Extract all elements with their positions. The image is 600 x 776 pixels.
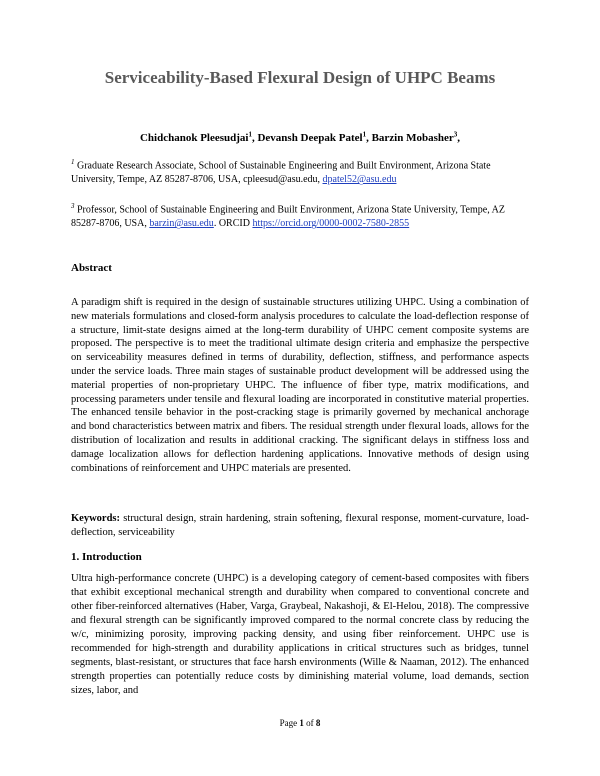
keywords-text: structural design, strain hardening, strain softening, flexural response, moment-curvature, load-deflection, serviceability: [71, 513, 529, 538]
email-link[interactable]: barzin@asu.edu: [149, 218, 214, 230]
abstract-body: A paradigm shift is required in the design of sustainable structures utilizing UHPC. Using a combination of new materials formulations and closed-form analysis procedures to calculate the load-deflection response of a structure, limit-state designs aimed at the long-term durability of UHPC cement composite systems are proposed. The perspective is to meet the traditional ultimate design criteria and emphasize the perspective on serviceability measures defined in terms of durability, deflection, stiffness, and performance aspects under the service loads. Three main stages of sustainable product development will be addressed using the material properties of non-proprietary UHPC. The influence of fiber type, matrix modifications, and processing parameters under tensile and flexural loading are incorporated in constitutive material properties. The enhanced tensile behavior in the post-cracking stage is primarily governed by mechanical anchorage and bond characteristics between matrix and fibers. The residual strength under flexural loads, allows for the distribution of localization and results in additional cracking. The significant delays in stiffness loss and damage localization allows for deflection hardening applications. Innovative methods of design using combinations of reinforcement and UHPC materials are presented.: [71, 297, 529, 474]
orcid-link[interactable]: https://orcid.org/0000-0002-7580-2855: [252, 218, 410, 230]
section-heading-introduction: 1. Introduction: [71, 551, 142, 563]
page-total: 8: [315, 718, 321, 728]
affiliation-2: $^3$ Professor, School of Sustainable Engineering and Built Environment, Arizona State University, Tempe, AZ 85287-8706, USA, barzin@asu.edu. ORCID https://orcid.org/0000-0002-7580-2855: [71, 202, 505, 230]
abstract-heading: Abstract: [71, 262, 112, 274]
author: Devansh Deepak Patel$^1$,: [257, 130, 372, 144]
introduction-body: Ultra high-performance concrete (UHPC) is a developing category of cement-based composites with fibers that exhibit exceptional mechanical strength and durability when compared to conventional concrete and other fiber-reinforced alternatives (Haber, Varga, Graybeal, Nakashoji, & El-Helou, 2018). The compressive and flexural strength can be significantly improved compared to the normal concrete class by reducing the w/c, minimizing porosity, improving packing density, and using fiber reinforcement. UHPC use is recommended for high-strength and durability applications in critical structures such as bridges, tunnel segments, blast-resistant, or structures that face harsh environments (Wille & Naaman, 2012). The enhanced strength properties can potentially reduce costs by diminishing material volume, load demands, section sizes, labor, and: [71, 573, 529, 696]
page-number: 1: [299, 718, 304, 728]
email-link[interactable]: dpatel52@asu.edu: [322, 174, 397, 186]
author: Barzin Mobasher$^3$,: [371, 130, 461, 144]
page-footer: Page 1 of 8: [279, 718, 321, 728]
author-list: [0, 127, 600, 145]
author: Chidchanok Pleesudjai$^1$,: [139, 130, 258, 144]
paper-title: Serviceability-Based Flexural Design of UHPC Beams: [104, 68, 496, 87]
affiliation-1: $^1$ Graduate Research Associate, School of Sustainable Engineering and Built Environment, Arizona State University, Tempe, AZ 85287-8706, USA, cpleesud@asu.edu, dpatel52@asu.edu: [71, 158, 491, 186]
keywords: [71, 512, 529, 540]
keywords-label: Keywords:: [71, 513, 120, 524]
